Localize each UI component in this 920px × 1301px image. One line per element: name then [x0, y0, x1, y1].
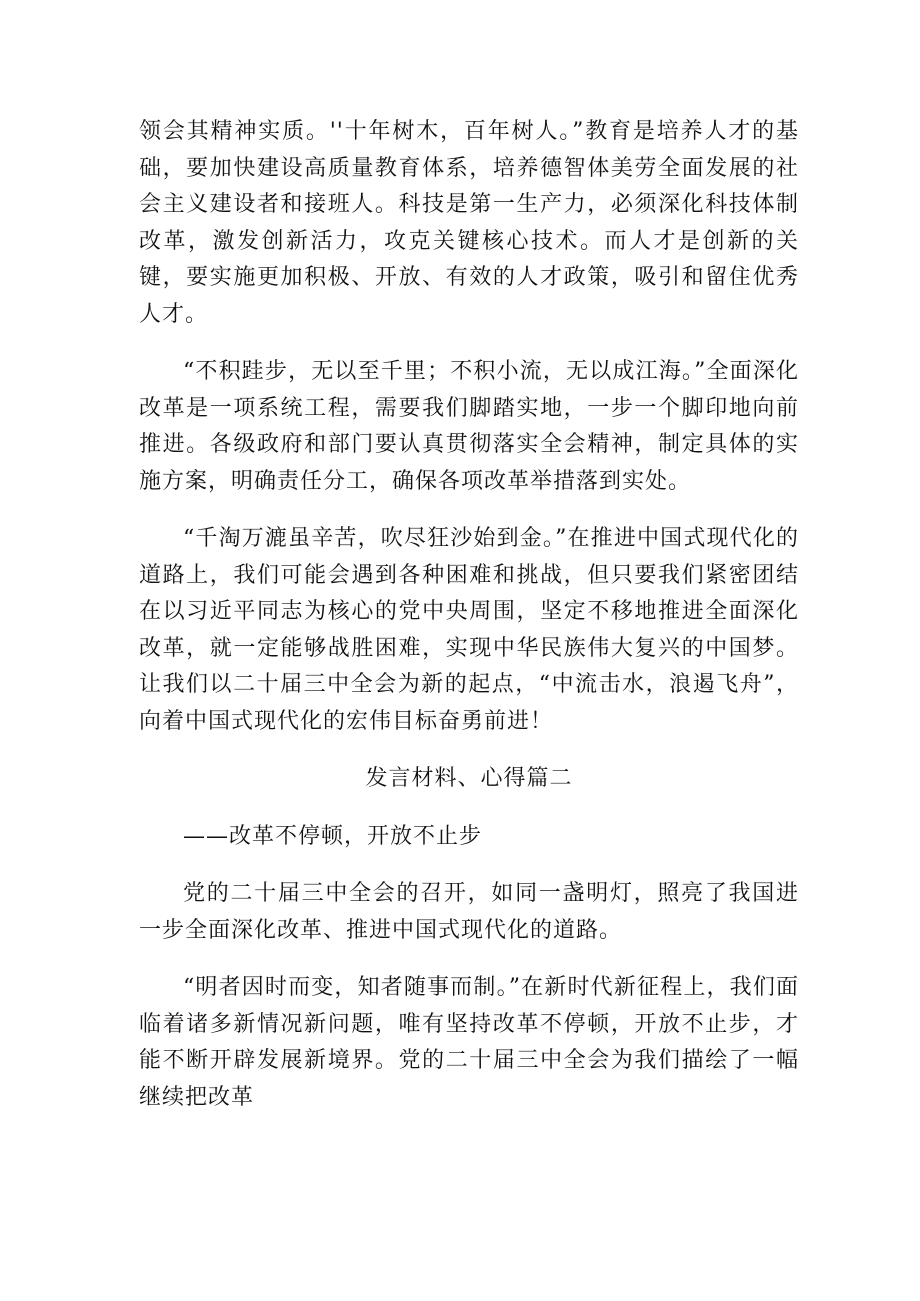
paragraph-plenary-session: 党的二十届三中全会的召开，如同一盏明灯，照亮了我国进一步全面深化改革、推进中国式现代化的道路。 [139, 881, 799, 943]
paragraph-gap [139, 333, 799, 354]
paragraph-talent-education: 领会其精神实质。''十年树木，百年树人。”教育是培养人才的基础，要加快建设高质量教育体系，培养德智体美劳全面发展的社会主义建设者和接班人。科技是第一生产力，必须深化科技体制改革，激发创新活力，攻克关键核心技术。而人才是创新的关键，要实施更加积极、开放、有效的人才政策，吸引和留住优秀人才。 [139, 119, 799, 327]
paragraph-reform-opening: “明者因时而变，知者随事而制。”在新时代新征程上，我们面临着诸多新情况新问题，唯有坚持改革不停顿，开放不止步，才能不断开辟发展新境界。党的二十届三中全会为我们描绘了一幅继续把改革 [139, 975, 799, 1110]
section-subheading: ——改革不停顿，开放不止步 [183, 823, 483, 849]
paragraph-modernization: “千淘万漉虽辛苦，吹尽狂沙始到金。”在推进中国式现代化的道路上，我们可能会遇到各种困难和挑战，但只要我们紧密团结在以习近平同志为核心的党中央周围，坚定不移地推进全面深化改革，就一定能够战胜困难，实现中华民族伟大复兴的中国梦。让我们以二十届三中全会为新的起点，“中流击水，浪遏飞舟”，向着中国式现代化的宏伟目标奋勇前进！ [139, 526, 799, 734]
paragraph-gap [139, 855, 799, 876]
section-heading: 发言材料、心得篇二 [365, 766, 573, 791]
paragraph-gap [139, 949, 799, 970]
document-page [139, 114, 799, 1116]
paragraph-gap [139, 740, 799, 761]
paragraph-gap [139, 500, 799, 521]
paragraph-step-by-step: “不积跬步，无以至千里；不积小流，无以成江海。”全面深化改革是一项系统工程，需要我们脚踏实地，一步一个脚印地向前推进。各级政府和部门要认真贯彻落实全会精神，制定具体的实施方案，明确责任分工，确保各项改革举措落到实处。 [139, 359, 799, 494]
paragraph-gap [139, 798, 799, 819]
